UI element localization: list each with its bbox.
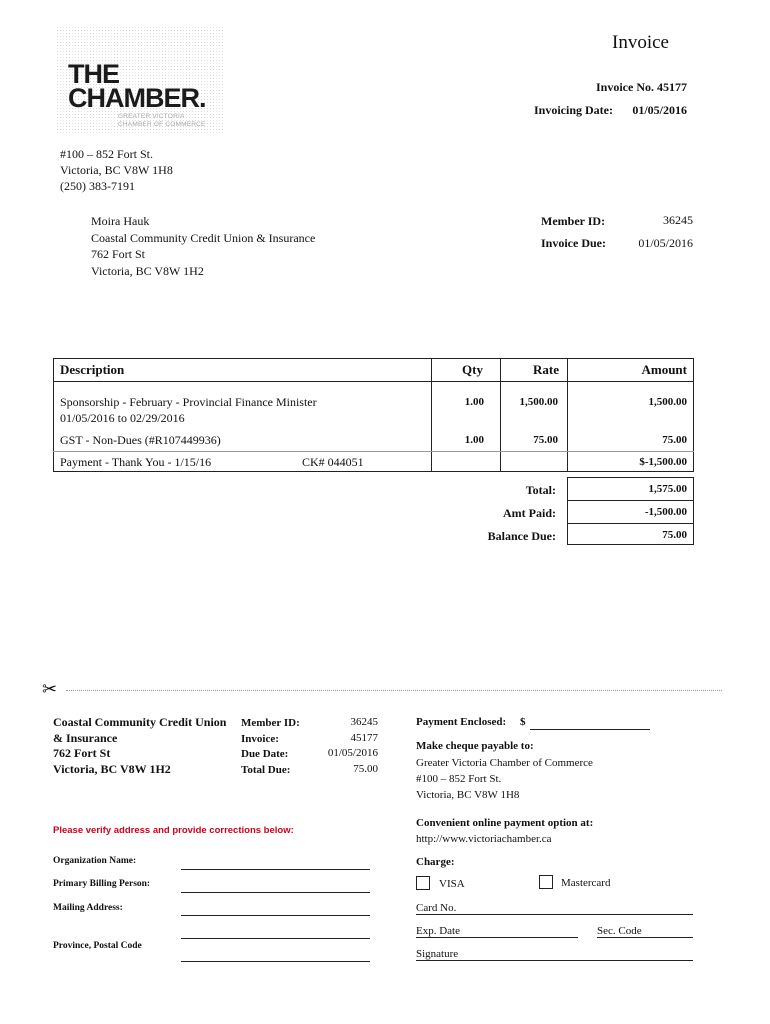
row-rate: 75.00 — [533, 434, 558, 446]
org-name-field[interactable] — [181, 869, 370, 870]
row-description: Sponsorship - February - Provincial Finance Minister — [60, 395, 317, 409]
mailing-address-field-2[interactable] — [181, 938, 370, 939]
row-description: GST - Non-Dues (#R107449936) — [60, 433, 221, 447]
stub-label: Member ID: — [241, 717, 300, 729]
recipient-line: Victoria, BC V8W 1H2 — [91, 263, 204, 278]
stub-labels — [241, 716, 300, 778]
invoice-number: Invoice No. 45177 — [596, 80, 687, 94]
online-url[interactable]: http://www.victoriachamber.ca — [416, 833, 552, 845]
stub-label: Invoice: — [241, 732, 279, 745]
row-check-number: CK# 044051 — [302, 455, 364, 469]
org-name-label: Organization Name: — [53, 856, 137, 866]
cheque-line: Victoria, BC V8W 1H8 — [416, 789, 520, 801]
row-amount: 75.00 — [662, 434, 687, 446]
cheque-line: #100 – 852 Fort St. — [416, 773, 502, 785]
amt-paid-value: -1,500.00 — [644, 506, 687, 518]
recipient-line: 762 Fort St — [91, 247, 146, 261]
invoice-due: 01/05/2016 — [638, 236, 693, 250]
cheque-line: Greater Victoria Chamber of Commerce — [416, 757, 593, 769]
sender-line: #100 – 852 Fort St. — [60, 147, 154, 161]
row-description: Payment - Thank You - 1/15/16 — [60, 455, 212, 469]
sender-line: (250) 383-7191 — [60, 179, 135, 193]
mastercard-checkbox[interactable] — [539, 875, 553, 889]
balance-due-value: 75.00 — [662, 529, 687, 541]
invoicing-date-label: Invoicing Date: — [534, 103, 613, 117]
sec-code-field[interactable] — [597, 937, 693, 938]
signature-label: Signature — [416, 948, 459, 960]
exp-date-label: Exp. Date — [416, 925, 460, 937]
row-description-period: 01/05/2016 to 02/29/2016 — [60, 411, 185, 425]
stub-address-line: 762 Fort St — [53, 746, 111, 760]
visa-label: VISA — [439, 878, 465, 890]
totals-divider — [567, 523, 694, 524]
scissors-icon: ✂ — [42, 679, 58, 699]
charge-label: Charge: — [416, 856, 455, 868]
member-id-label: Member ID: — [541, 214, 606, 228]
total-value: 1,575.00 — [648, 483, 687, 495]
stub-value: 36245 — [350, 716, 378, 728]
payment-amount-field[interactable] — [530, 729, 650, 730]
cut-line — [66, 690, 722, 691]
row-rate: 1,500.00 — [519, 396, 558, 408]
table-header-divider — [53, 381, 694, 382]
province-postal-label: Province, Postal Code — [53, 941, 142, 951]
row-amount: 1,500.00 — [648, 396, 687, 408]
recipient-line: Coastal Community Credit Union & Insurance — [91, 230, 316, 245]
billing-person-label: Primary Billing Person: — [53, 879, 151, 889]
billing-person-field[interactable] — [181, 892, 370, 893]
invoice-due-label: Invoice Due: — [541, 236, 606, 250]
cheque-address — [416, 755, 593, 803]
cheque-label: Make cheque payable to: — [416, 740, 534, 752]
stub-value: 45177 — [350, 731, 378, 744]
stub-value: 01/05/2016 — [327, 747, 378, 759]
col-divider — [567, 358, 568, 472]
logo-sub2: CHAMBER OF COMMERCE — [118, 121, 206, 128]
recipient-address — [91, 213, 315, 279]
sender-line: Victoria, BC V8W 1H8 — [60, 163, 173, 177]
province-postal-field[interactable] — [181, 961, 370, 962]
row-amount: $-1,500.00 — [639, 456, 687, 468]
card-no-field[interactable] — [416, 914, 693, 915]
visa-checkbox[interactable] — [416, 876, 430, 890]
stub-address-line: Victoria, BC V8W 1H2 — [53, 761, 171, 776]
stub-label: Total Due: — [241, 763, 291, 776]
table-row — [60, 394, 317, 426]
recipient-line: Moira Hauk — [91, 214, 150, 228]
logo-line1: THE — [68, 59, 119, 89]
stub-address — [53, 715, 226, 777]
online-label: Convenient online payment option at: — [416, 817, 594, 829]
stub-address-line: & Insurance — [53, 730, 118, 745]
balance-due-label: Balance Due: — [487, 529, 556, 543]
stub-values — [318, 715, 378, 777]
stub-value: 75.00 — [353, 762, 378, 775]
col-header-rate: Rate — [533, 362, 559, 377]
invoice-title: Invoice — [612, 32, 669, 53]
totals-divider — [567, 500, 694, 501]
dollar-sign: $ — [520, 716, 526, 728]
exp-date-field[interactable] — [416, 937, 578, 938]
row-qty: 1.00 — [464, 396, 484, 408]
member-id: 36245 — [663, 213, 693, 227]
verify-notice: Please verify address and provide corrections below: — [53, 825, 294, 836]
invoicing-date: 01/05/2016 — [632, 103, 687, 117]
logo-sub1: GREATER VICTORIA — [118, 113, 185, 120]
row-divider — [53, 451, 694, 452]
card-no-label: Card No. — [416, 902, 457, 914]
sender-address — [60, 146, 173, 194]
col-header-amount: Amount — [641, 362, 687, 377]
mailing-address-label: Mailing Address: — [53, 903, 123, 913]
chamber-logo — [56, 26, 224, 134]
signature-field[interactable] — [416, 960, 693, 961]
stub-address-line: Coastal Community Credit Union — [53, 715, 227, 729]
amt-paid-label: Amt Paid: — [503, 506, 556, 520]
stub-label: Due Date: — [241, 748, 289, 760]
total-label: Total: — [525, 483, 556, 497]
col-divider — [500, 358, 501, 472]
logo-line2: CHAMBER. — [68, 83, 206, 113]
col-header-qty: Qty — [462, 362, 483, 377]
col-divider — [431, 358, 432, 472]
row-qty: 1.00 — [464, 434, 484, 446]
col-header-description: Description — [60, 362, 125, 377]
payment-enclosed-label: Payment Enclosed: — [416, 716, 507, 728]
mailing-address-field[interactable] — [181, 915, 370, 916]
sec-code-label: Sec. Code — [597, 925, 642, 937]
mastercard-label: Mastercard — [561, 877, 611, 889]
